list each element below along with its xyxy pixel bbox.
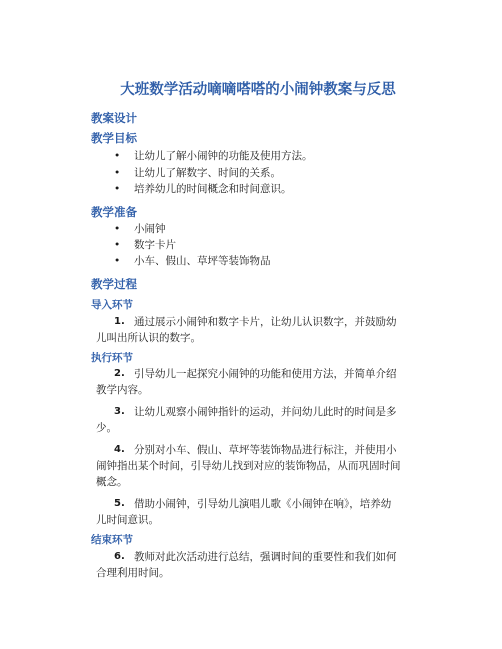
heading-design: 教案设计 xyxy=(91,111,137,125)
step-number: 4. xyxy=(114,444,125,455)
heading-process: 教学过程 xyxy=(91,277,137,291)
step-number: 2. xyxy=(114,368,125,379)
heading-goals: 教学目标 xyxy=(91,131,137,145)
heading-end: 结束环节 xyxy=(91,534,133,546)
step-number: 3. xyxy=(114,406,125,417)
bullet-icon: • xyxy=(114,183,121,195)
heading-prep: 教学准备 xyxy=(91,205,137,219)
step-number: 1. xyxy=(114,316,125,327)
step-number: 6. xyxy=(114,551,125,562)
bullet-icon: • xyxy=(114,167,121,179)
bullet-icon: • xyxy=(114,255,121,267)
bullet-icon: • xyxy=(114,223,121,235)
step-number: 5. xyxy=(114,498,125,509)
heading-intro: 导入环节 xyxy=(91,299,133,311)
bullet-icon: • xyxy=(114,150,121,162)
heading-exec: 执行环节 xyxy=(91,352,133,364)
document-title: 大班数学活动嘀嘀嗒嗒的小闹钟教案与反思 xyxy=(120,82,396,98)
bullet-icon: • xyxy=(114,239,121,251)
